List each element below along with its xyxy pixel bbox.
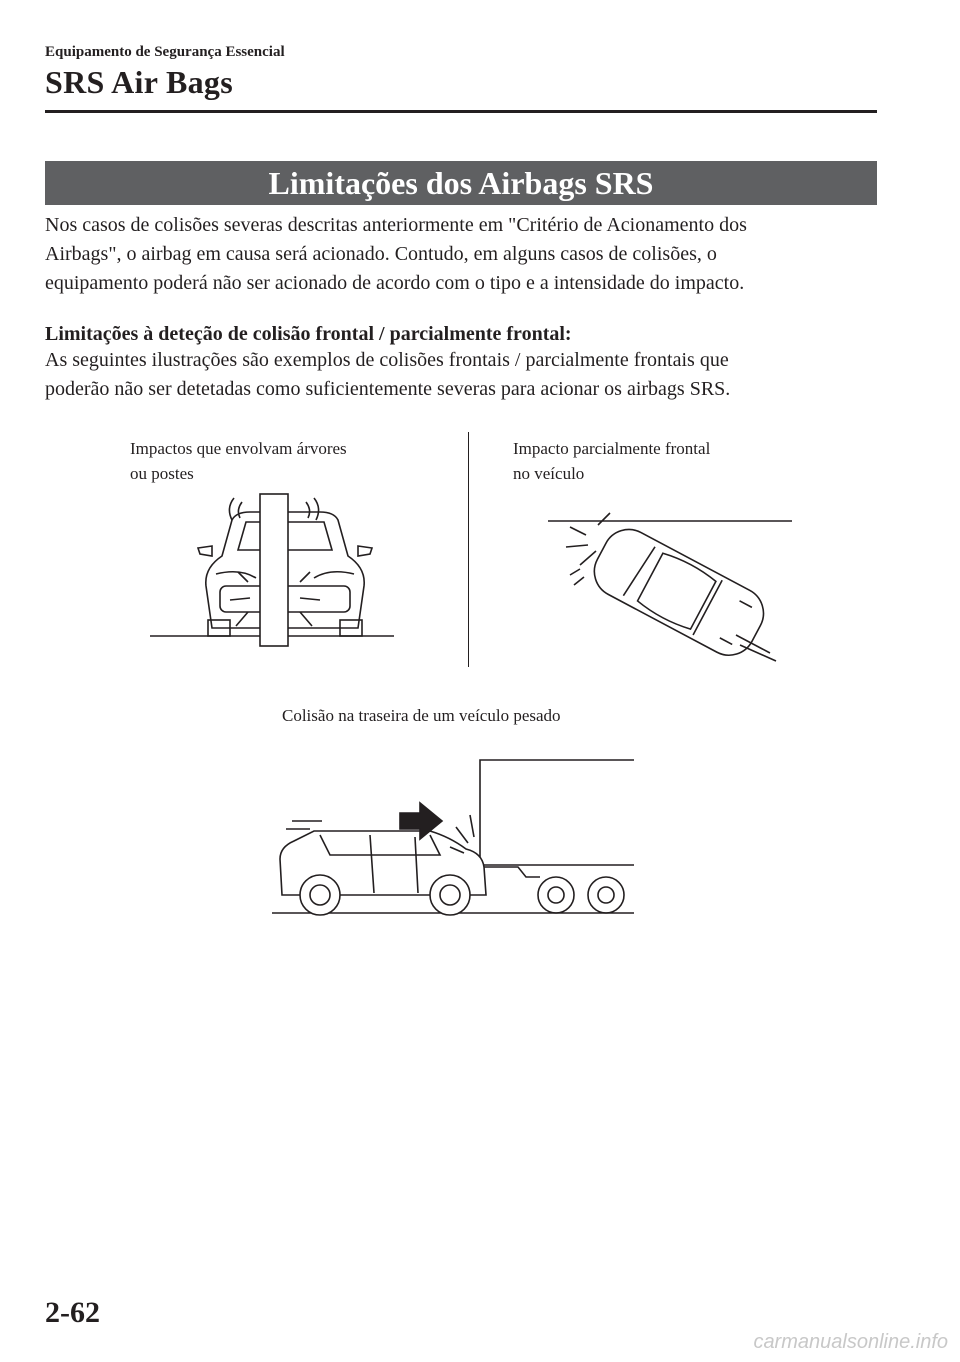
body-line: poderão não ser detetadas como suficientemente severas para acionar os airbags SRS. [45, 378, 731, 400]
page-number: 2-62 [45, 1296, 100, 1329]
body-line: As seguintes ilustrações são exemplos de colisões frontais / parcialmente frontais que [45, 349, 729, 371]
section-title-bar: Limitações dos Airbags SRS [45, 161, 877, 205]
caption-line: no veículo [513, 464, 585, 483]
intro-line: Nos casos de colisões severas descritas anteriormente em "Critério de Acionamento dos [45, 214, 747, 236]
header-rule [45, 110, 877, 113]
caption-line: Impacto parcialmente frontal [513, 439, 711, 458]
caption-line: Impactos que envolvam árvores [130, 439, 347, 458]
caption-line: ou postes [130, 464, 194, 483]
intro-paragraph [45, 211, 875, 298]
figure-divider [468, 432, 469, 667]
pole-impact-illustration [150, 490, 400, 650]
chapter-title: SRS Air Bags [45, 64, 233, 100]
truck-caption: Colisão na traseira de um veículo pesado [282, 706, 561, 725]
partial-impact-illustration [540, 505, 800, 665]
pole-caption [130, 436, 400, 486]
intro-line: equipamento poderá não ser acionado de acordo com o tipo e a intensidade do impacto. [45, 272, 745, 294]
body-paragraph [45, 346, 875, 404]
subheading: Limitações à deteção de colisão frontal / parcialmente frontal: [45, 323, 572, 345]
watermark: carmanualsonline.info [753, 1331, 948, 1353]
running-head: Equipamento de Segurança Essencial [45, 44, 285, 60]
partial-caption [513, 436, 783, 486]
truck-impact-illustration [270, 755, 635, 920]
intro-line: Airbags", o airbag em causa será acionado. Contudo, em alguns casos de colisões, o [45, 243, 717, 265]
